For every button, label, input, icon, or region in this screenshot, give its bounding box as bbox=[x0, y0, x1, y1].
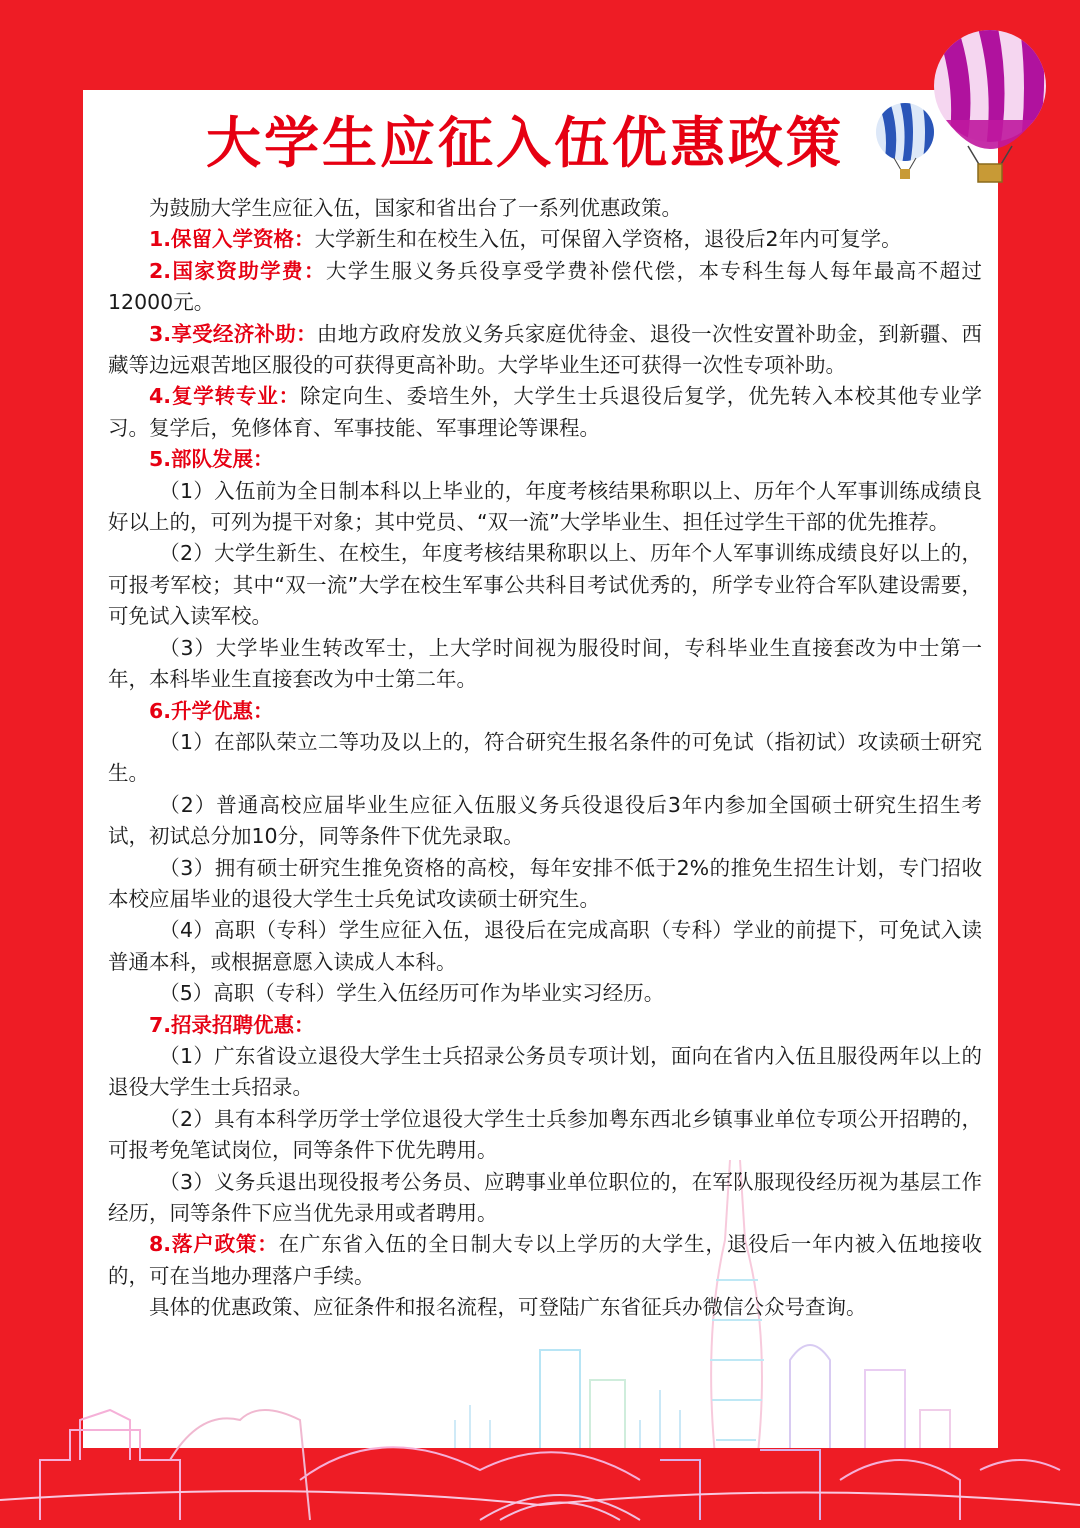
section-7-item: （2）具有本科学历学士学位退役大学生士兵参加粤东西北乡镇事业单位专项公开招聘的，可报考免笔试岗位，同等条件下优先聘用。 bbox=[108, 1106, 982, 1163]
section-2-heading: 2.国家资助学费： bbox=[149, 258, 326, 283]
section-1 bbox=[108, 224, 982, 255]
section-3-text: 由地方政府发放义务兵家庭优待金、退役一次性安置补助金，到新疆、西藏等边远艰苦地区服役的可获得更高补助。大学毕业生还可获得一次性专项补助。 bbox=[108, 321, 982, 378]
section-7-heading: 7.招录招聘优惠： bbox=[149, 1012, 315, 1037]
section-8-text: 在广东省入伍的全日制大专以上学历的大学生，退役后一年内被入伍地接收的，可在当地办理落户手续。 bbox=[108, 1232, 983, 1288]
section-6-item: （2）普通高校应届毕业生应征入伍服义务兵役退役后3年内参加全国硕士研究生招生考试，初试总分加10分，同等条件下优先录取。 bbox=[108, 792, 982, 849]
intro-paragraph: 为鼓励大学生应征入伍，国家和省出台了一系列优惠政策。 bbox=[149, 196, 682, 220]
section-6-item: （5）高职（专科）学生入伍经历可作为毕业实习经历。 bbox=[159, 981, 665, 1006]
section-3 bbox=[108, 319, 982, 382]
section-5-item: （2）大学生新生、在校生，年度考核结果称职以上、历年个人军事训练成绩良好以上的，可报考军校；其中“双一流”大学在校生军事公共科目考试优秀的，所学专业符合军队建设需要，可免试入读军校。 bbox=[108, 541, 982, 629]
section-7-item: （1）广东省设立退役大学生士兵招录公务员专项计划，面向在省内入伍且服役两年以上的退役大学生士兵招录。 bbox=[108, 1043, 982, 1100]
section-5-item: （3）大学毕业生转改军士，上大学时间视为服役时间，专科毕业生直接套改为中士第一年，本科毕业生直接套改为中士第二年。 bbox=[108, 635, 982, 692]
section-6-item: （3）拥有硕士研究生推免资格的高校，每年安排不低于2%的推免生招生计划，专门招收本校应届毕业的退役大学生士兵免试攻读硕士研究生。 bbox=[108, 855, 982, 911]
section-6-item: （1）在部队荣立二等功及以上的，符合研究生报名条件的可免试（指初试）攻读硕士研究生。 bbox=[108, 729, 982, 786]
section-4-text: 除定向生、委培生外，大学生士兵退役后复学，优先转入本校其他专业学习。复学后，免修体育、军事技能、军事理论等课程。 bbox=[108, 384, 982, 440]
section-2-text: 大学生服义务兵役享受学费补偿代偿，本专科生每人每年最高不超过12000元。 bbox=[108, 258, 982, 315]
section-7 bbox=[108, 1010, 982, 1041]
page-title: 大学生应征入伍优惠政策 bbox=[205, 110, 844, 175]
section-5-item: （1）入伍前为全日制本科以上毕业的，年度考核结果称职以上、历年个人军事训练成绩良好以上的，可列为提干对象；其中党员、“双一流”大学毕业生、担任过学生干部的优先推荐。 bbox=[108, 478, 982, 535]
hot-air-balloon-small-icon bbox=[872, 102, 938, 184]
section-4 bbox=[108, 381, 982, 444]
policy-content bbox=[108, 193, 982, 1324]
section-8-heading: 8.落户政策： bbox=[149, 1232, 279, 1257]
section-1-text: 大学新生和在校生入伍，可保留入学资格，退役后2年内可复学。 bbox=[314, 227, 902, 252]
section-6-heading: 6.升学优惠： bbox=[149, 698, 274, 723]
section-5 bbox=[108, 444, 982, 475]
hot-air-balloon-large-icon bbox=[928, 28, 1053, 186]
section-5-heading: 5.部队发展： bbox=[149, 447, 274, 472]
section-6-item: （4）高职（专科）学生应征入伍，退役后在完成高职（专科）学业的前提下，可免试入读普通本科，或根据意愿入读成人本科。 bbox=[108, 918, 982, 974]
closing-paragraph: 具体的优惠政策、应征条件和报名流程，可登陆广东省征兵办微信公众号查询。 bbox=[149, 1295, 867, 1320]
section-8 bbox=[108, 1229, 982, 1292]
section-3-heading: 3.享受经济补助： bbox=[149, 321, 317, 346]
section-7-item: （3）义务兵退出现役报考公务员、应聘事业单位职位的，在军队服现役经历视为基层工作经历，同等条件下应当优先录用或者聘用。 bbox=[108, 1169, 982, 1225]
section-2 bbox=[108, 256, 982, 319]
section-4-heading: 4.复学转专业： bbox=[149, 384, 300, 409]
section-1-heading: 1.保留入学资格： bbox=[149, 227, 315, 252]
section-6 bbox=[108, 696, 982, 727]
